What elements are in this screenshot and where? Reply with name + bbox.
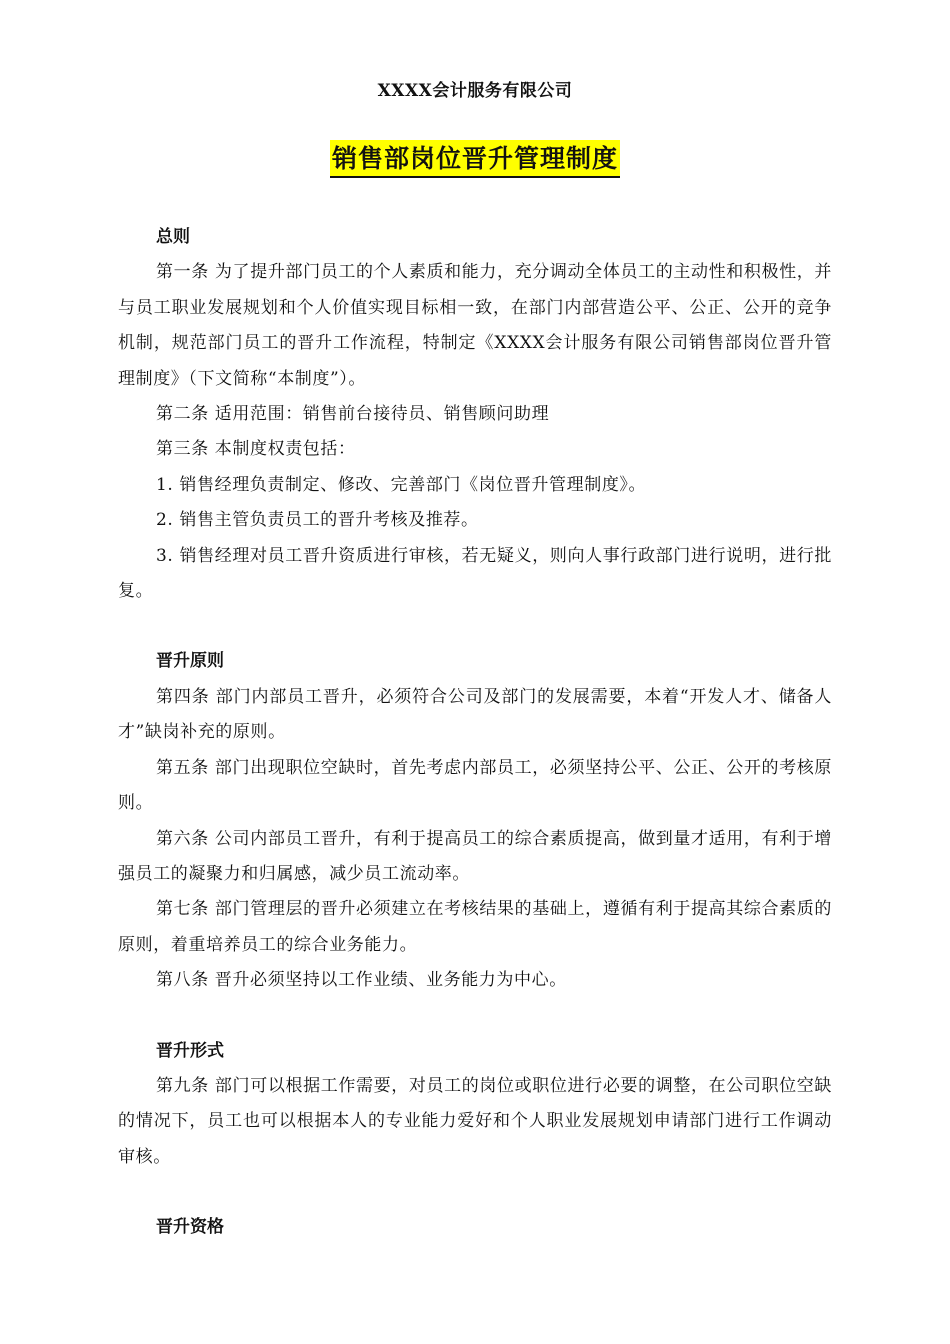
company-name: XXXX会计服务有限公司 xyxy=(377,81,573,101)
section-gap xyxy=(118,999,832,1034)
section-heading-forms: 晋升形式 xyxy=(156,1040,224,1061)
article-3: 第三条 本制度权责包括： xyxy=(156,439,356,460)
article-7: 第七条 部门管理层的晋升必须建立在考核结果的基础上，遵循有利于提高其综合素质的原则，着重培养员工的综合业务能力。 xyxy=(118,899,832,955)
article-5: 第五条 部门出现职位空缺时，首先考虑内部员工，必须坚持公平、公正、公开的考核原则。 xyxy=(118,757,832,814)
title-wrap xyxy=(0,140,950,178)
article-6: 第六条 公司内部员工晋升，有利于提高员工的综合素质提高，做到量才适用，有利于增强员工的凝聚力和归属感，减少员工流动率。 xyxy=(118,828,832,884)
section-heading-general: 总则 xyxy=(156,227,190,247)
document-body xyxy=(118,220,832,1246)
article-9: 第九条 部门可以根据工作需要，对员工的岗位或职位进行必要的调整，在公司职位空缺的情况下，员工也可以根据本人的专业能力爱好和个人职业发展规划申请部门进行工作调动审核。 xyxy=(118,1075,832,1167)
section-gap xyxy=(118,609,832,644)
article-1: 第一条 为了提升部门员工的个人素质和能力，充分调动全体员工的主动性和积极性，并与员工职业发展规划和个人价值实现目标相一致，在部门内部营造公平、公正、公开的竞争机制，规范部门员工的晋升工作流程，特制定《XXXX会计服务有限公司销售部岗位晋升管理制度》（下文简称“本制度”）。 xyxy=(118,262,832,389)
section-gap xyxy=(118,1175,832,1210)
list-item-2: 2. 销售主管负责员工的晋升考核及推荐。 xyxy=(156,510,479,531)
article-4: 第四条 部门内部员工晋升，必须符合公司及部门的发展需要，本着“开发人才、储备人才”缺岗补充的原则。 xyxy=(118,686,832,743)
article-2: 第二条 适用范围：销售前台接待员、销售顾问助理 xyxy=(156,404,550,425)
list-item-1: 1. 销售经理负责制定、修改、完善部门《岗位晋升管理制度》。 xyxy=(156,474,647,495)
section-heading-qualifications: 晋升资格 xyxy=(156,1217,224,1238)
article-8: 第八条 晋升必须坚持以工作业绩、业务能力为中心。 xyxy=(156,970,567,991)
document-title: 销售部岗位晋升管理制度 xyxy=(330,140,620,178)
section-heading-principles: 晋升原则 xyxy=(156,651,224,672)
list-item-3: 3. 销售经理对员工晋升资质进行审核，若无疑义，则向人事行政部门进行说明，进行批复。 xyxy=(118,545,832,602)
